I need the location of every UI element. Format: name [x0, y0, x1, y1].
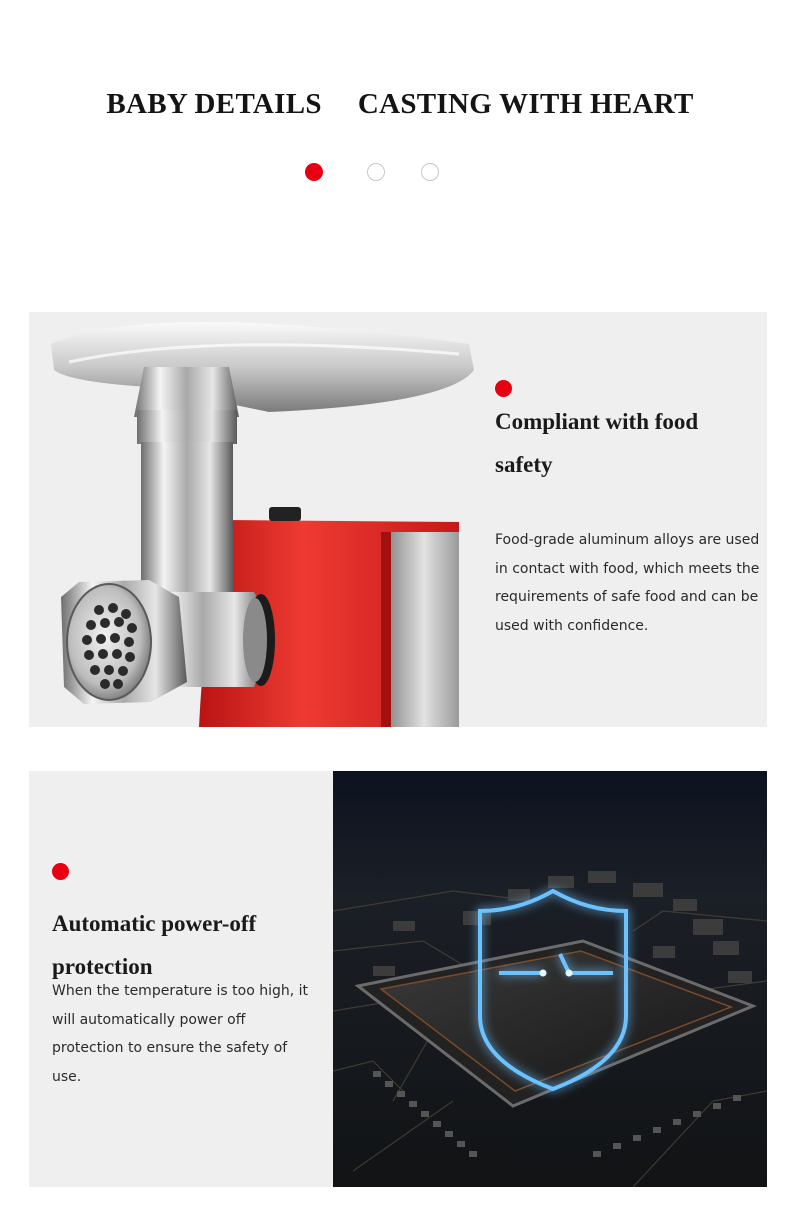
feature-panel-food-safety	[29, 312, 767, 727]
feature-panel-power-off	[29, 771, 767, 1187]
feature2-title-line1: Automatic power-off	[52, 911, 257, 936]
feature1-title	[495, 400, 698, 486]
carousel-dots	[305, 163, 445, 181]
feature2-text-line: will automatically power off	[52, 1011, 246, 1028]
feature2-title-line2: protection	[52, 954, 153, 979]
feature1-title-line1: Compliant with food	[495, 409, 699, 434]
feature2-title	[52, 902, 256, 988]
carousel-dot-2[interactable]	[367, 163, 385, 181]
feature2-text-line: When the temperature is too high, it	[52, 983, 309, 999]
feature2-bullet	[52, 863, 69, 880]
feature1-bullet	[495, 380, 512, 397]
page-headline	[0, 88, 800, 124]
carousel-dot-1[interactable]	[305, 163, 323, 181]
carousel-dot-3[interactable]	[421, 163, 439, 181]
feature1-title-line2: safety	[495, 452, 553, 477]
meat-grinder-image	[29, 292, 479, 727]
feature2-text-line: protection to ensure the safety of	[52, 1040, 288, 1056]
feature1-description	[495, 526, 759, 640]
feature1-text-line: in contact with food, which meets the	[495, 560, 760, 577]
feature2-description	[52, 977, 308, 1091]
feature1-text-line: used with confidence.	[495, 617, 649, 634]
feature1-text-line: requirements of safe food and can be	[495, 589, 759, 605]
shield-chip-image	[333, 771, 767, 1187]
feature1-text-line: Food-grade aluminum alloys are used	[495, 532, 760, 548]
headline-left: BABY DETAILS	[106, 88, 322, 120]
headline-right: CASTING WITH HEART	[357, 88, 694, 120]
feature2-text-line: use.	[52, 1068, 82, 1085]
